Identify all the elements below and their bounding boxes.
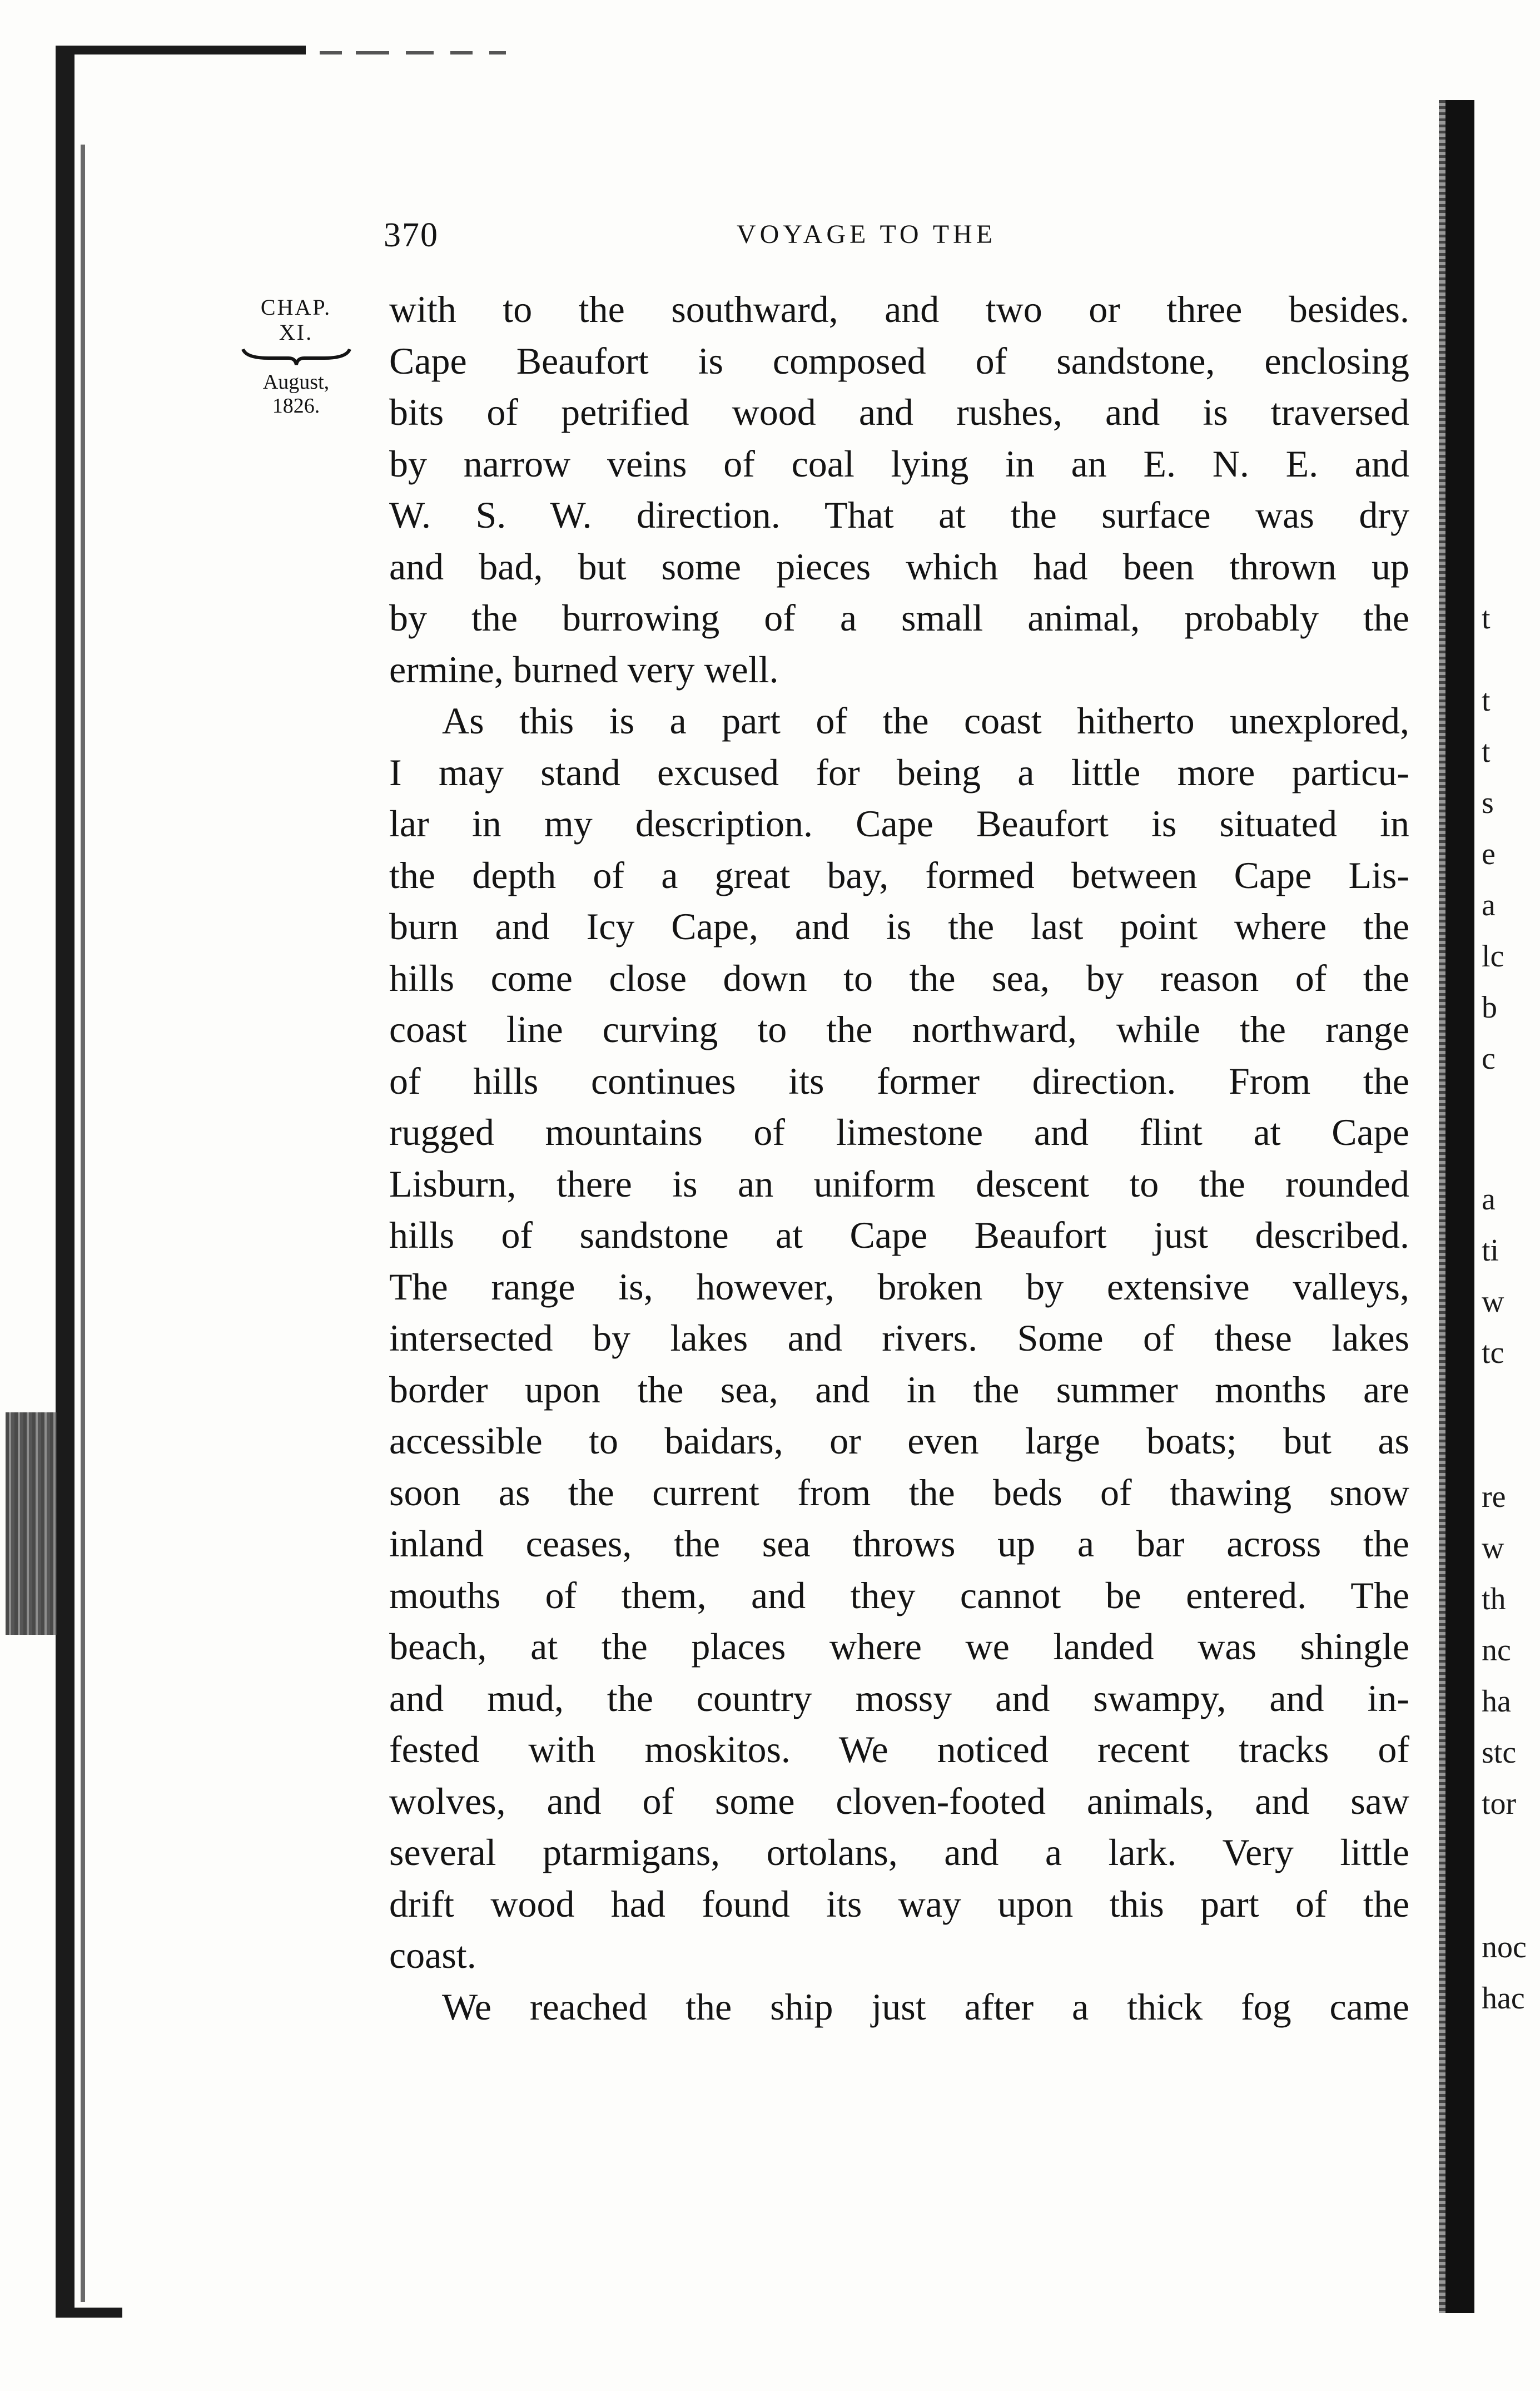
text-line: of hills continues its former direction. From the — [389, 1059, 1409, 1102]
chapter-label: CHAP. — [260, 295, 332, 320]
page-fragment: e — [1482, 837, 1496, 871]
brace-icon — [241, 347, 352, 366]
text-line: burn and Icy Cape, and is the last point where the — [389, 905, 1409, 948]
text-line: coast line curving to the northward, while the range — [389, 1008, 1409, 1050]
text-line: As this is a part of the coast hitherto unexplored, — [442, 700, 1409, 742]
text-line: Cape Beaufort is composed of sandstone, enclosing — [389, 339, 1409, 382]
text-line: lar in my description. Cape Beaufort is situated in — [389, 802, 1409, 845]
text-line: and mud, the country mossy and swampy, and in- — [389, 1676, 1409, 1719]
page-fragment: b — [1482, 990, 1497, 1025]
page-fragment: w — [1482, 1284, 1504, 1319]
page-fragment: t — [1482, 735, 1491, 769]
text-line: hills of sandstone at Cape Beaufort just described. — [389, 1214, 1409, 1256]
text-line: the depth of a great bay, formed between Cape Lis- — [389, 854, 1409, 896]
page-fragment: lc — [1482, 939, 1504, 974]
page-fragment: tor — [1482, 1787, 1517, 1821]
text-line: intersected by lakes and rivers. Some of these lakes — [389, 1317, 1409, 1359]
text-line: ermine, burned very well. — [389, 648, 779, 691]
text-line: I may stand excused for being a little more particu- — [389, 751, 1409, 793]
text-line: mouths of them, and they cannot be entered. The — [389, 1574, 1409, 1616]
page-fragment: th — [1482, 1582, 1506, 1616]
page-fragment: ha — [1482, 1684, 1511, 1719]
binding-shadow — [1445, 100, 1474, 2313]
page-fragment: t — [1482, 683, 1491, 718]
page-fragment: hac — [1482, 1981, 1525, 2016]
text-line: coast. — [389, 1934, 476, 1976]
text-line: accessible to baidars, or even large boats; but as — [389, 1420, 1409, 1462]
body-text — [389, 284, 1409, 2032]
scan-dash — [450, 51, 473, 54]
page-fragment: t — [1482, 601, 1491, 636]
scan-frame-inner-line — [81, 145, 85, 2302]
text-line: wolves, and of some cloven-footed animals, and saw — [389, 1779, 1409, 1822]
text-line: several ptarmigans, ortolans, and a lark. Very little — [389, 1831, 1409, 1873]
page-fragment: noc — [1482, 1930, 1527, 1965]
text-line: with to the southward, and two or three besides. — [389, 288, 1409, 330]
text-line: by narrow veins of coal lying in an E. N. E. and — [389, 442, 1409, 485]
text-line: drift wood had found its way upon this part of the — [389, 1882, 1409, 1925]
text-line: beach, at the places where we landed was shingle — [389, 1625, 1409, 1668]
scan-frame-bottom — [56, 2308, 122, 2318]
text-line: inland ceases, the sea throws up a bar across the — [389, 1522, 1409, 1565]
chapter-number: XI. — [279, 320, 314, 345]
scan-dash — [356, 51, 389, 54]
page-fragment: a — [1482, 1182, 1496, 1217]
margin-month: August, — [262, 370, 330, 394]
page-fragment: ti — [1482, 1233, 1499, 1268]
page-number: 370 — [384, 216, 439, 254]
text-line: rugged mountains of limestone and flint at Cape — [389, 1111, 1409, 1153]
margin-year: 1826. — [272, 394, 320, 418]
text-line: bits of petrified wood and rushes, and is traversed — [389, 391, 1409, 433]
scan-frame-left — [56, 50, 74, 2316]
scan-frame-top — [56, 46, 306, 54]
text-line: soon as the current from the beds of thawing snow — [389, 1471, 1409, 1514]
scan-dash — [489, 51, 506, 54]
text-line: Lisburn, there is an uniform descent to the rounded — [389, 1162, 1409, 1205]
text-line: border upon the sea, and in the summer months are — [389, 1368, 1409, 1411]
page-fragment: stc — [1482, 1735, 1517, 1770]
text-line: The range is, however, broken by extensive valleys, — [389, 1265, 1409, 1308]
text-line: by the burrowing of a small animal, probably the — [389, 597, 1409, 639]
page-fragment: s — [1482, 786, 1494, 820]
scan-dash — [406, 51, 434, 54]
page-fragment: nc — [1482, 1633, 1511, 1668]
page-fragment: re — [1482, 1480, 1506, 1514]
text-line: fested with moskitos. We noticed recent tracks of — [389, 1728, 1409, 1770]
scan-dash — [320, 51, 342, 54]
margin-note — [234, 295, 359, 417]
page-fragment: a — [1482, 888, 1496, 922]
page-fragment: c — [1482, 1041, 1496, 1076]
text-line: hills come close down to the sea, by reason of the — [389, 956, 1409, 999]
text-line: W. S. W. direction. That at the surface was dry — [389, 494, 1409, 536]
page-fragment: tc — [1482, 1336, 1504, 1370]
page-header — [384, 216, 1418, 266]
text-line: We reached the ship just after a thick fog came — [442, 1985, 1409, 2028]
running-head: VOYAGE TO THE — [737, 220, 997, 249]
text-line: and bad, but some pieces which had been thrown up — [389, 545, 1409, 588]
scan-smudge — [6, 1412, 57, 1635]
page-fragment: w — [1482, 1531, 1504, 1565]
